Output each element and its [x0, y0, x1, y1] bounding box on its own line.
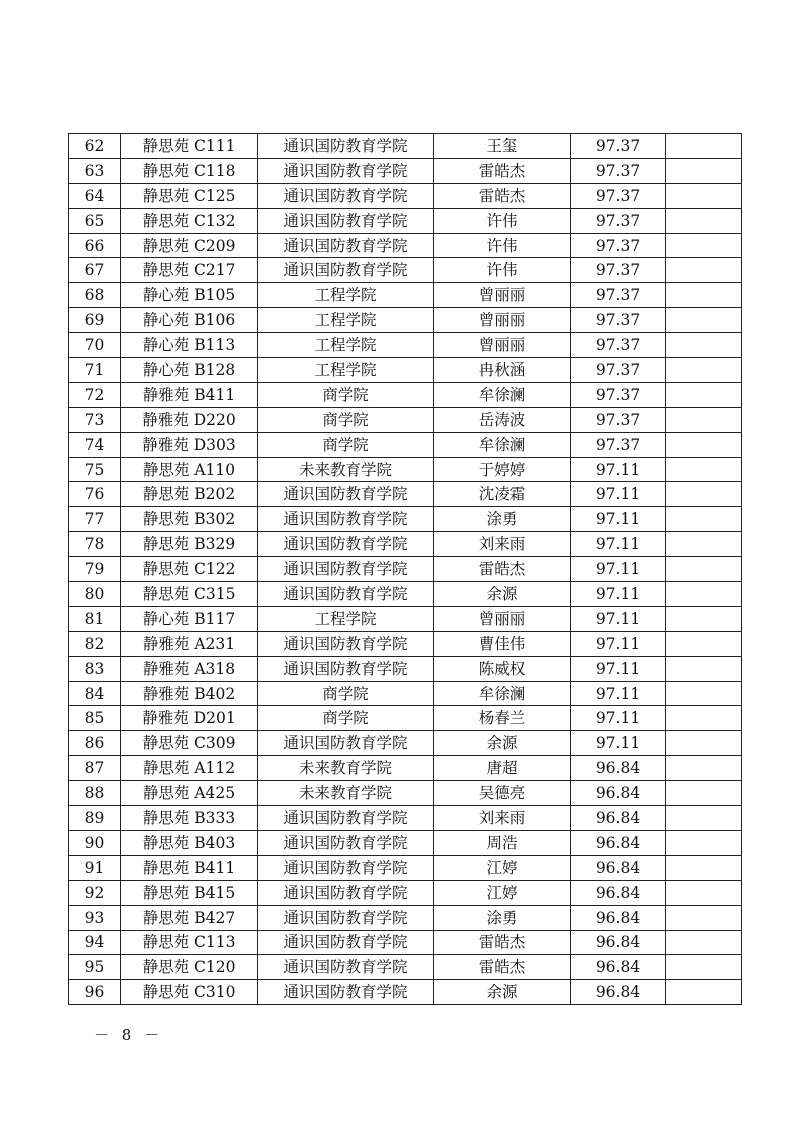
row-number-cell: 65 [69, 208, 121, 233]
remark-cell [666, 830, 742, 855]
row-number-cell: 71 [69, 358, 121, 383]
remark-cell [666, 681, 742, 706]
dorm-room-cell: 静思苑 C209 [121, 233, 258, 258]
remark-cell [666, 308, 742, 333]
table-row [69, 258, 742, 283]
remark-cell [666, 183, 742, 208]
remark-cell [666, 706, 742, 731]
college-cell: 通识国防教育学院 [258, 582, 434, 607]
table-row [69, 955, 742, 980]
score-cell: 97.11 [571, 606, 666, 631]
row-number-cell: 74 [69, 432, 121, 457]
remark-cell [666, 930, 742, 955]
college-cell: 未来教育学院 [258, 781, 434, 806]
table-row [69, 930, 742, 955]
remark-cell [666, 158, 742, 183]
person-in-charge-cell: 刘来雨 [434, 806, 571, 831]
score-cell: 97.37 [571, 233, 666, 258]
score-cell: 96.84 [571, 930, 666, 955]
person-in-charge-cell: 王玺 [434, 134, 571, 159]
remark-cell [666, 781, 742, 806]
table-row [69, 208, 742, 233]
college-cell: 通识国防教育学院 [258, 656, 434, 681]
row-number-cell: 73 [69, 407, 121, 432]
score-cell: 97.37 [571, 283, 666, 308]
row-number-cell: 68 [69, 283, 121, 308]
row-number-cell: 66 [69, 233, 121, 258]
score-cell: 96.84 [571, 905, 666, 930]
row-number-cell: 88 [69, 781, 121, 806]
remark-cell [666, 656, 742, 681]
college-cell: 商学院 [258, 706, 434, 731]
table-row [69, 806, 742, 831]
row-number-cell: 80 [69, 582, 121, 607]
remark-cell [666, 258, 742, 283]
row-number-cell: 89 [69, 806, 121, 831]
college-cell: 通识国防教育学院 [258, 955, 434, 980]
college-cell: 通识国防教育学院 [258, 158, 434, 183]
college-cell: 商学院 [258, 432, 434, 457]
remark-cell [666, 582, 742, 607]
score-cell: 97.37 [571, 134, 666, 159]
dorm-room-cell: 静心苑 B117 [121, 606, 258, 631]
college-cell: 通识国防教育学院 [258, 731, 434, 756]
row-number-cell: 64 [69, 183, 121, 208]
dorm-room-cell: 静思苑 B411 [121, 855, 258, 880]
dorm-room-cell: 静心苑 B113 [121, 333, 258, 358]
table-row [69, 358, 742, 383]
score-cell: 97.37 [571, 258, 666, 283]
row-number-cell: 94 [69, 930, 121, 955]
dorm-room-cell: 静思苑 C217 [121, 258, 258, 283]
table-row [69, 731, 742, 756]
score-cell: 97.37 [571, 358, 666, 383]
person-in-charge-cell: 曾丽丽 [434, 333, 571, 358]
college-cell: 通识国防教育学院 [258, 258, 434, 283]
score-cell: 96.84 [571, 855, 666, 880]
person-in-charge-cell: 涂勇 [434, 507, 571, 532]
row-number-cell: 82 [69, 631, 121, 656]
person-in-charge-cell: 江婷 [434, 880, 571, 905]
score-cell: 96.84 [571, 830, 666, 855]
table-row [69, 532, 742, 557]
dorm-room-cell: 静思苑 C113 [121, 930, 258, 955]
dorm-room-cell: 静雅苑 B411 [121, 382, 258, 407]
person-in-charge-cell: 涂勇 [434, 905, 571, 930]
person-in-charge-cell: 许伟 [434, 233, 571, 258]
score-cell: 97.37 [571, 158, 666, 183]
row-number-cell: 70 [69, 333, 121, 358]
score-cell: 97.11 [571, 706, 666, 731]
college-cell: 通识国防教育学院 [258, 134, 434, 159]
score-cell: 97.11 [571, 631, 666, 656]
row-number-cell: 96 [69, 980, 121, 1005]
table-row [69, 557, 742, 582]
dorm-room-cell: 静思苑 A425 [121, 781, 258, 806]
dorm-room-cell: 静思苑 B427 [121, 905, 258, 930]
remark-cell [666, 606, 742, 631]
row-number-cell: 84 [69, 681, 121, 706]
college-cell: 通识国防教育学院 [258, 233, 434, 258]
row-number-cell: 81 [69, 606, 121, 631]
person-in-charge-cell: 岳涛波 [434, 407, 571, 432]
dorm-room-cell: 静思苑 C125 [121, 183, 258, 208]
table-row [69, 706, 742, 731]
row-number-cell: 72 [69, 382, 121, 407]
row-number-cell: 90 [69, 830, 121, 855]
dorm-room-cell: 静思苑 C315 [121, 582, 258, 607]
dorm-room-cell: 静思苑 B403 [121, 830, 258, 855]
person-in-charge-cell: 江婷 [434, 855, 571, 880]
person-in-charge-cell: 雷皓杰 [434, 183, 571, 208]
score-cell: 97.37 [571, 308, 666, 333]
table-row [69, 980, 742, 1005]
dorm-room-cell: 静心苑 B106 [121, 308, 258, 333]
score-cell: 96.84 [571, 880, 666, 905]
college-cell: 通识国防教育学院 [258, 532, 434, 557]
person-in-charge-cell: 唐超 [434, 756, 571, 781]
college-cell: 工程学院 [258, 606, 434, 631]
score-cell: 97.11 [571, 582, 666, 607]
score-cell: 97.11 [571, 507, 666, 532]
table-row [69, 432, 742, 457]
remark-cell [666, 233, 742, 258]
college-cell: 工程学院 [258, 283, 434, 308]
dorm-room-cell: 静思苑 A112 [121, 756, 258, 781]
table-row [69, 482, 742, 507]
remark-cell [666, 507, 742, 532]
dorm-room-cell: 静思苑 C122 [121, 557, 258, 582]
dorm-room-cell: 静思苑 C309 [121, 731, 258, 756]
table-row [69, 830, 742, 855]
score-cell: 97.11 [571, 731, 666, 756]
remark-cell [666, 532, 742, 557]
college-cell: 通识国防教育学院 [258, 208, 434, 233]
table-row [69, 631, 742, 656]
person-in-charge-cell: 雷皓杰 [434, 557, 571, 582]
table-row [69, 880, 742, 905]
row-number-cell: 83 [69, 656, 121, 681]
table-row [69, 756, 742, 781]
remark-cell [666, 333, 742, 358]
row-number-cell: 76 [69, 482, 121, 507]
person-in-charge-cell: 雷皓杰 [434, 955, 571, 980]
college-cell: 工程学院 [258, 333, 434, 358]
remark-cell [666, 756, 742, 781]
person-in-charge-cell: 沈凌霜 [434, 482, 571, 507]
table-row [69, 308, 742, 333]
dorm-room-cell: 静思苑 B333 [121, 806, 258, 831]
table-row [69, 507, 742, 532]
row-number-cell: 85 [69, 706, 121, 731]
row-number-cell: 62 [69, 134, 121, 159]
college-cell: 通识国防教育学院 [258, 880, 434, 905]
remark-cell [666, 905, 742, 930]
row-number-cell: 93 [69, 905, 121, 930]
dorm-room-cell: 静雅苑 D303 [121, 432, 258, 457]
table-row [69, 457, 742, 482]
score-cell: 97.37 [571, 333, 666, 358]
person-in-charge-cell: 许伟 [434, 258, 571, 283]
row-number-cell: 92 [69, 880, 121, 905]
remark-cell [666, 980, 742, 1005]
table-row [69, 681, 742, 706]
person-in-charge-cell: 许伟 [434, 208, 571, 233]
person-in-charge-cell: 曾丽丽 [434, 606, 571, 631]
score-cell: 97.37 [571, 407, 666, 432]
score-cell: 97.11 [571, 681, 666, 706]
person-in-charge-cell: 余源 [434, 980, 571, 1005]
row-number-cell: 75 [69, 457, 121, 482]
dorm-room-cell: 静心苑 B128 [121, 358, 258, 383]
college-cell: 工程学院 [258, 308, 434, 333]
table-row [69, 407, 742, 432]
college-cell: 通识国防教育学院 [258, 855, 434, 880]
college-cell: 工程学院 [258, 358, 434, 383]
person-in-charge-cell: 杨春兰 [434, 706, 571, 731]
row-number-cell: 63 [69, 158, 121, 183]
remark-cell [666, 457, 742, 482]
dorm-room-cell: 静思苑 C120 [121, 955, 258, 980]
score-cell: 97.11 [571, 482, 666, 507]
score-cell: 97.11 [571, 557, 666, 582]
table-row [69, 158, 742, 183]
remark-cell [666, 855, 742, 880]
person-in-charge-cell: 吴德亮 [434, 781, 571, 806]
person-in-charge-cell: 牟徐澜 [434, 382, 571, 407]
dorm-room-cell: 静思苑 C118 [121, 158, 258, 183]
college-cell: 通识国防教育学院 [258, 183, 434, 208]
dorm-room-cell: 静雅苑 A231 [121, 631, 258, 656]
score-cell: 96.84 [571, 980, 666, 1005]
score-cell: 97.11 [571, 457, 666, 482]
college-cell: 通识国防教育学院 [258, 482, 434, 507]
dorm-room-cell: 静雅苑 D220 [121, 407, 258, 432]
person-in-charge-cell: 冉秋涵 [434, 358, 571, 383]
row-number-cell: 95 [69, 955, 121, 980]
person-in-charge-cell: 牟徐澜 [434, 681, 571, 706]
table-row [69, 283, 742, 308]
person-in-charge-cell: 雷皓杰 [434, 930, 571, 955]
table-row [69, 905, 742, 930]
dorm-room-cell: 静思苑 B415 [121, 880, 258, 905]
table-row [69, 382, 742, 407]
remark-cell [666, 557, 742, 582]
dorm-room-cell: 静思苑 A110 [121, 457, 258, 482]
table-row [69, 134, 742, 159]
table-row [69, 781, 742, 806]
table-row [69, 656, 742, 681]
college-cell: 商学院 [258, 407, 434, 432]
score-cell: 96.84 [571, 781, 666, 806]
dormitory-score-table [68, 133, 742, 1005]
row-number-cell: 87 [69, 756, 121, 781]
score-cell: 97.11 [571, 656, 666, 681]
row-number-cell: 69 [69, 308, 121, 333]
remark-cell [666, 731, 742, 756]
dorm-room-cell: 静雅苑 A318 [121, 656, 258, 681]
page-number: － 8 － [94, 1026, 164, 1044]
score-cell: 97.37 [571, 432, 666, 457]
score-cell: 97.11 [571, 532, 666, 557]
college-cell: 通识国防教育学院 [258, 806, 434, 831]
college-cell: 通识国防教育学院 [258, 980, 434, 1005]
dorm-room-cell: 静心苑 B105 [121, 283, 258, 308]
row-number-cell: 78 [69, 532, 121, 557]
person-in-charge-cell: 周浩 [434, 830, 571, 855]
person-in-charge-cell: 曾丽丽 [434, 283, 571, 308]
remark-cell [666, 955, 742, 980]
score-cell: 97.37 [571, 382, 666, 407]
person-in-charge-cell: 陈威权 [434, 656, 571, 681]
remark-cell [666, 208, 742, 233]
remark-cell [666, 134, 742, 159]
college-cell: 未来教育学院 [258, 756, 434, 781]
person-in-charge-cell: 牟徐澜 [434, 432, 571, 457]
college-cell: 通识国防教育学院 [258, 507, 434, 532]
score-cell: 96.84 [571, 806, 666, 831]
table-row [69, 233, 742, 258]
table-row [69, 333, 742, 358]
college-cell: 通识国防教育学院 [258, 557, 434, 582]
college-cell: 通识国防教育学院 [258, 905, 434, 930]
row-number-cell: 79 [69, 557, 121, 582]
dorm-room-cell: 静思苑 C310 [121, 980, 258, 1005]
score-cell: 97.37 [571, 183, 666, 208]
row-number-cell: 91 [69, 855, 121, 880]
remark-cell [666, 283, 742, 308]
table-row [69, 183, 742, 208]
dorm-room-cell: 静思苑 B329 [121, 532, 258, 557]
remark-cell [666, 806, 742, 831]
college-cell: 通识国防教育学院 [258, 830, 434, 855]
college-cell: 商学院 [258, 382, 434, 407]
college-cell: 未来教育学院 [258, 457, 434, 482]
person-in-charge-cell: 曾丽丽 [434, 308, 571, 333]
dorm-room-cell: 静雅苑 B402 [121, 681, 258, 706]
remark-cell [666, 880, 742, 905]
person-in-charge-cell: 余源 [434, 582, 571, 607]
person-in-charge-cell: 曹佳伟 [434, 631, 571, 656]
table-row [69, 582, 742, 607]
college-cell: 通识国防教育学院 [258, 930, 434, 955]
person-in-charge-cell: 雷皓杰 [434, 158, 571, 183]
remark-cell [666, 358, 742, 383]
college-cell: 商学院 [258, 681, 434, 706]
row-number-cell: 77 [69, 507, 121, 532]
college-cell: 通识国防教育学院 [258, 631, 434, 656]
dorm-room-cell: 静思苑 B302 [121, 507, 258, 532]
table-body [69, 134, 742, 1005]
table-row [69, 855, 742, 880]
remark-cell [666, 631, 742, 656]
remark-cell [666, 482, 742, 507]
person-in-charge-cell: 刘来雨 [434, 532, 571, 557]
dorm-room-cell: 静思苑 C111 [121, 134, 258, 159]
dorm-room-cell: 静思苑 B202 [121, 482, 258, 507]
row-number-cell: 86 [69, 731, 121, 756]
remark-cell [666, 432, 742, 457]
remark-cell [666, 382, 742, 407]
remark-cell [666, 407, 742, 432]
table-row [69, 606, 742, 631]
score-cell: 97.37 [571, 208, 666, 233]
dorm-room-cell: 静思苑 C132 [121, 208, 258, 233]
score-cell: 96.84 [571, 756, 666, 781]
person-in-charge-cell: 余源 [434, 731, 571, 756]
dorm-room-cell: 静雅苑 D201 [121, 706, 258, 731]
person-in-charge-cell: 于婷婷 [434, 457, 571, 482]
score-cell: 96.84 [571, 955, 666, 980]
row-number-cell: 67 [69, 258, 121, 283]
